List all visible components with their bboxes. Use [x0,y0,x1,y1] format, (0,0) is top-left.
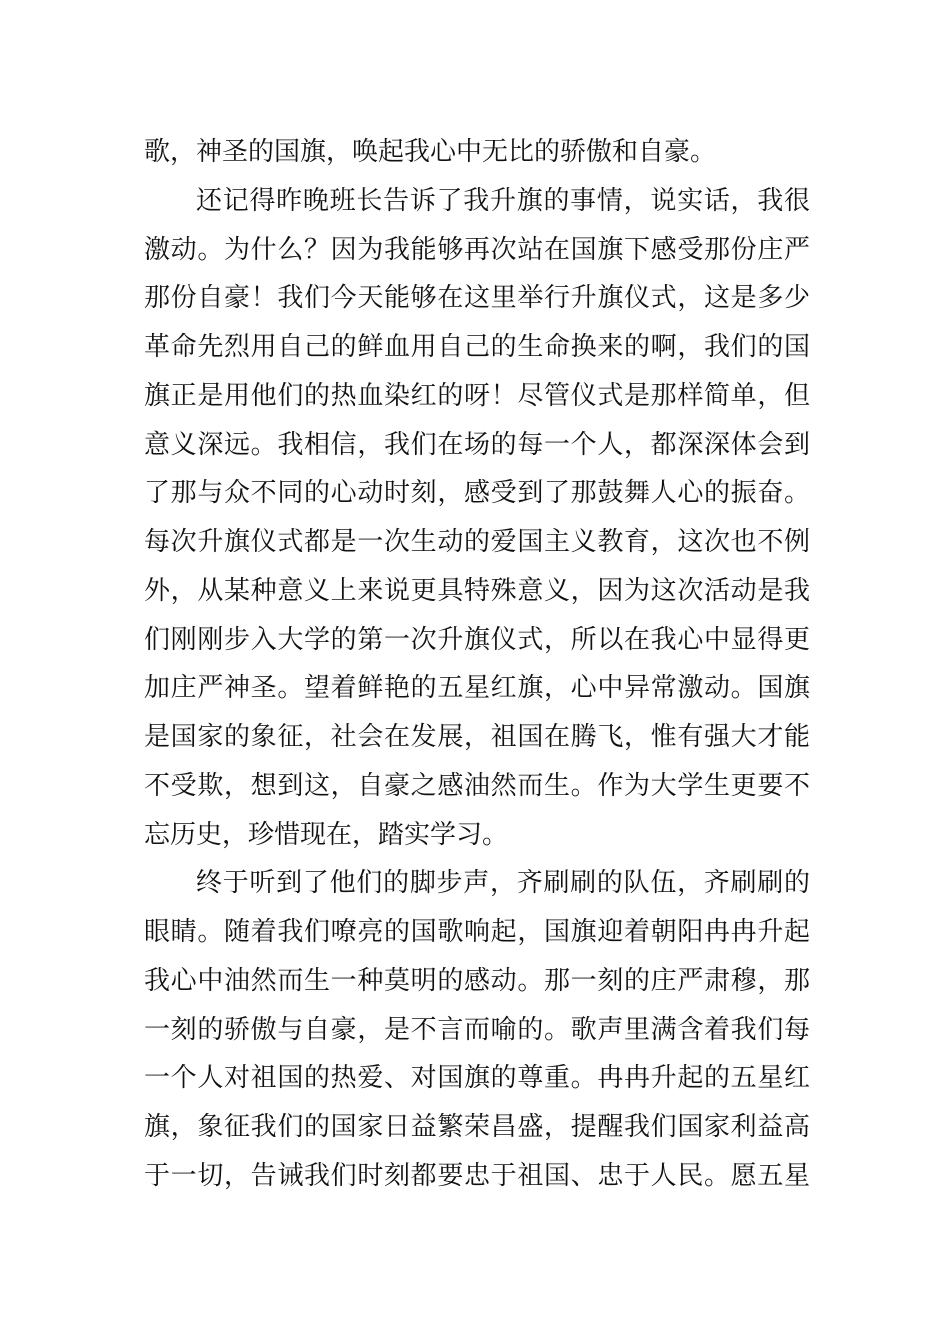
text-line: 意义深远。我相信，我们在场的每一个人，都深深体会到 [144,429,810,460]
text-line: 革命先烈用自己的鲜血用自己的生命换来的啊，我们的国 [144,332,810,362]
text-line: 加庄严神圣。望着鲜艳的五星红旗，心中异常激动。国旗 [144,673,810,704]
text-line: 外，从某种意义上来说更具特殊意义，因为这次活动是我 [144,575,810,606]
paragraph-first-line: 终于听到了他们的脚步声，齐刷刷的队伍，齐刷刷的 [196,868,810,899]
text-line: 了那与众不同的心动时刻，感受到了那鼓舞人心的振奋。 [144,478,810,509]
text-line: 于一切，告诫我们时刻都要忠于祖国、忠于人民。愿五星 [144,1160,810,1191]
text-line: 眼睛。随着我们嘹亮的国歌响起，国旗迎着朝阳冉冉升起 [144,917,810,947]
text-line: 激动。为什么？因为我能够再次站在国旗下感受那份庄严 [144,234,810,265]
text-line: 一刻的骄傲与自豪，是不言而喻的。歌声里满含着我们每 [144,1014,810,1045]
text-line: 那份自豪！我们今天能够在这里举行升旗仪式，这是多少 [144,283,810,314]
text-line: 旗正是用他们的热血染红的呀！尽管仪式是那样简单，但 [144,380,810,411]
text-line: 我心中油然而生一种莫明的感动。那一刻的庄严肃穆，那 [144,965,810,996]
text-line: 一个人对祖国的热爱、对国旗的尊重。冉冉升起的五星红 [144,1063,810,1094]
text-line: 是国家的象征，社会在发展，祖国在腾飞，惟有强大才能 [144,722,810,752]
text-line: 忘历史，珍惜现在，踏实学习。 [144,819,509,850]
text-line: 歌，神圣的国旗，唤起我心中无比的骄傲和自豪。 [144,137,717,167]
text-line: 们刚刚步入大学的第一次升旗仪式，所以在我心中显得更 [144,624,810,655]
paragraph-first-line: 还记得昨晚班长告诉了我升旗的事情，说实话，我很 [196,185,810,216]
document-page [144,128,810,1201]
text-line: 每次升旗仪式都是一次生动的爱国主义教育，这次也不例 [144,527,810,557]
text-line: 旗，象征我们的国家日益繁荣昌盛，提醒我们国家利益高 [144,1112,810,1142]
text-line: 不受欺，想到这，自豪之感油然而生。作为大学生更要不 [144,770,810,801]
